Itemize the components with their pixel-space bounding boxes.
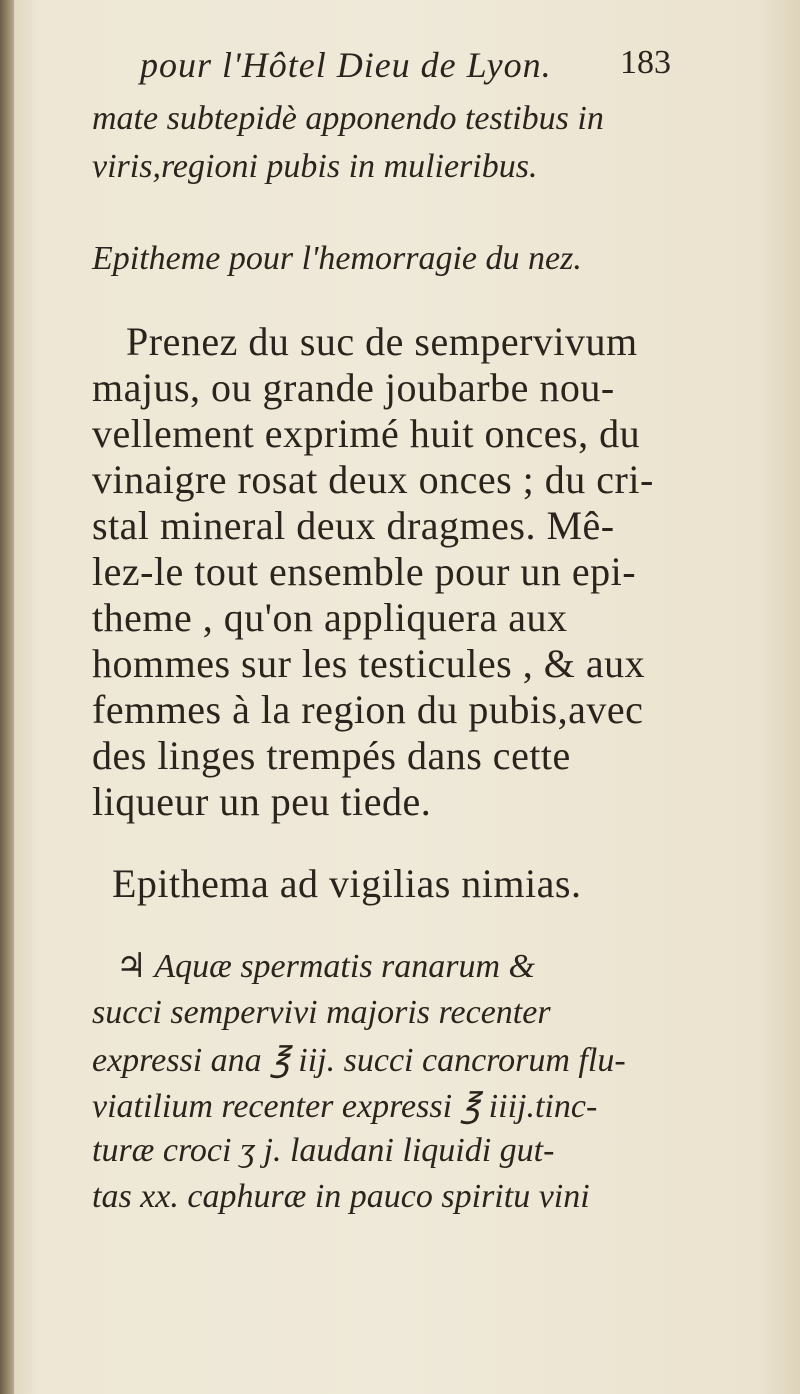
text-line: lez-le tout ensemble pour un epi-: [92, 549, 637, 594]
text-line: femmes à la region du pubis,avec: [92, 687, 644, 732]
section-heading: Epithema ad vigilias nimias.: [112, 861, 582, 906]
text-line: stal mineral deux dragmes. Mê-: [92, 503, 615, 548]
text-line: liqueur un peu tiede.: [92, 779, 432, 824]
text-line: vinaigre rosat deux onces ; du cri-: [92, 457, 654, 502]
text-line: tas xx. caphuræ in pauco spiritu vini: [92, 1178, 590, 1215]
text-line: mate subtepidè apponendo testibus in: [92, 100, 604, 137]
text-line: succi sempervivi majoris recenter: [92, 994, 551, 1031]
text-line: viatilium recenter expressi ℥ iiij.tinc-: [92, 1088, 598, 1125]
text-line: des linges trempés dans cette: [92, 733, 571, 778]
page-number: 183: [620, 44, 671, 81]
text-line: hommes sur les testicules , & aux: [92, 641, 646, 686]
text-line: vellement exprimé huit onces, du: [92, 411, 641, 456]
book-spine-shadow: [0, 0, 14, 1394]
text-line: Prenez du suc de sempervivum: [126, 319, 638, 364]
text-line: majus, ou grande joubarbe nou-: [92, 365, 615, 410]
text-line: expressi ana ℥ iij. succi cancrorum flu-: [92, 1042, 626, 1079]
text-line: ♃ Aquæ spermatis ranarum &: [116, 948, 536, 985]
text-line: viris,regioni pubis in mulieribus.: [92, 148, 538, 185]
section-heading: Epitheme pour l'hemorragie du nez.: [92, 240, 582, 277]
text-line: turæ croci ʒ j. laudani liquidi gut-: [92, 1132, 555, 1169]
text-line: theme , qu'on appliquera aux: [92, 595, 568, 640]
running-title: pour l'Hôtel Dieu de Lyon.: [140, 45, 552, 85]
